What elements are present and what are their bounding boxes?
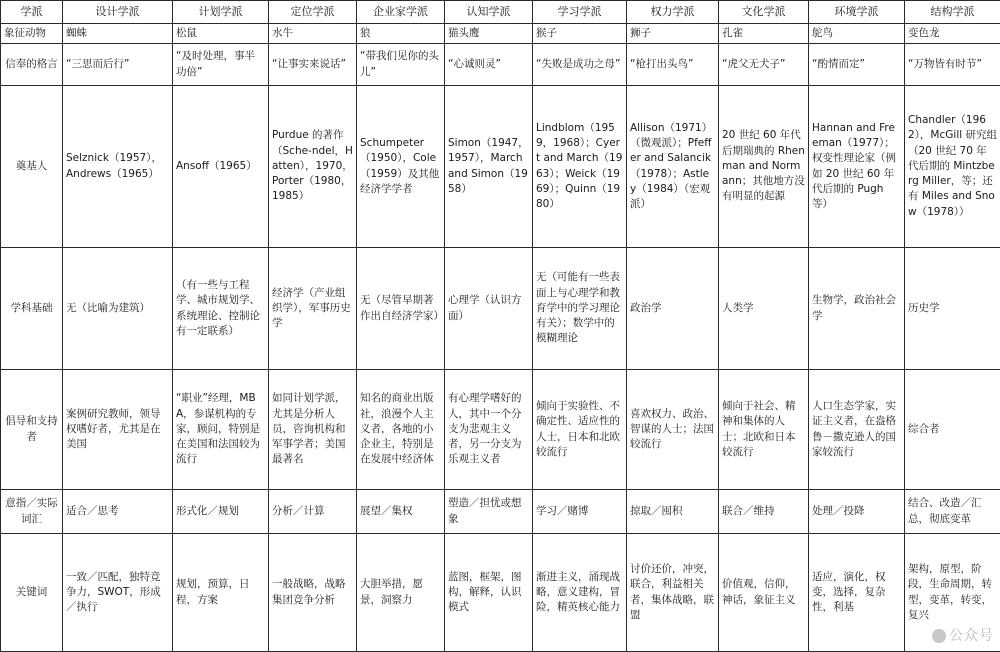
header-cell: 企业家学派 [357,1,445,24]
header-cell: 定位学派 [269,1,357,24]
table-cell: “万物皆有时节” [905,44,1000,86]
table-cell: 一致／匹配，独特竞争力，SWOT，形成／执行 [63,534,173,652]
header-cell: 学派 [1,1,63,24]
table-cell: “心诚则灵” [445,44,533,86]
header-cell: 计划学派 [173,1,269,24]
table-cell: 无（比喻为建筑） [63,248,173,370]
table-cell: Lindblom（1959，1968）；Cyert and March（1963）；Weick（1969）；Quinn（1980） [533,86,627,248]
table-cell: 人口生态学家，实证主义者，在盎格鲁－撒克逊人的国家较流行 [809,370,905,490]
table-cell: 塑造／担忧或想象 [445,490,533,534]
table-cell: “三思而后行” [63,44,173,86]
header-cell: 设计学派 [63,1,173,24]
table-row-discipline [1,248,1000,370]
table-cell: 综合者 [905,370,1000,490]
row-label: 意指／实际词汇 [1,490,63,534]
table-cell: “失败是成功之母” [533,44,627,86]
table-row-animal [1,24,1000,44]
table-cell: 联合／维持 [719,490,809,534]
table-cell: 心理学（认识方面） [445,248,533,370]
table-cell: 倾向于社会、精神和集体的人士；北欧和日本较流行 [719,370,809,490]
table-cell: “职业”经理，MBA，参谋机构的专家，顾问，特别是在美国和法国较为流行 [173,370,269,490]
table-cell: 讨价还价，冲突，联合，利益相关者，集体战略，联盟 [627,534,719,652]
table-cell: 展望／集权 [357,490,445,534]
table-cell: 生物学，政治社会学 [809,248,905,370]
header-cell: 文化学派 [719,1,809,24]
table-cell: 结合、改造／汇总，彻底变革 [905,490,1000,534]
table-cell: 形式化／规划 [173,490,269,534]
table-cell: 水牛 [269,24,357,44]
table-cell: Hannan and Freeman（1977）；权变性理论家（例如 20 世纪 60 年代后期的 Pugh 等） [809,86,905,248]
watermark-text: 公众号 [949,628,994,644]
table-cell: 政治学 [627,248,719,370]
table-row-motto [1,44,1000,86]
table-cell: 无（尽管早期著作出自经济学家） [357,248,445,370]
table-cell: 20 世纪 60 年代后期瑞典的 Rhenman and Normann；其他地方没有明显的起源 [719,86,809,248]
table-row-advocates [1,370,1000,490]
table-row-vocabulary [1,490,1000,534]
header-cell: 学习学派 [533,1,627,24]
table-cell: 猫头鹰 [445,24,533,44]
table-cell: 经济学（产业组织学），军事历史学 [269,248,357,370]
table-cell: Allison（1971）（微观派）；Pfeffer and Salancik（1978）；Astley（1984）（宏观派） [627,86,719,248]
table-cell: “让事实来说话” [269,44,357,86]
table-cell: 价值观，信仰，神话，象征主义 [719,534,809,652]
table-cell: 无（可能有一些表面上与心理学和教育学中的学习理论有关）；数学中的模糊理论 [533,248,627,370]
header-cell: 认知学派 [445,1,533,24]
table-cell: 狮子 [627,24,719,44]
table-cell: 架构，原型，阶段，生命周期，转型，变革，转变，复兴 [905,534,1000,652]
row-label: 奠基人 [1,86,63,248]
table-cell: 倾向于实验性、不确定性、适应性的人士，日本和北欧较流行 [533,370,627,490]
table-cell: Ansoff（1965） [173,86,269,248]
header-row [1,1,1000,24]
header-cell: 环境学派 [809,1,905,24]
row-label: 信奉的格言 [1,44,63,86]
table-cell: 变色龙 [905,24,1000,44]
table-cell: 渐进主义，涌现战略，意义建构，冒险，精英核心能力 [533,534,627,652]
table-row-founders [1,86,1000,248]
table-cell: 松鼠 [173,24,269,44]
table-cell: 处理／投降 [809,490,905,534]
table-cell: 猴子 [533,24,627,44]
row-label: 倡导和支持者 [1,370,63,490]
table-cell: 有心理学嗜好的人，其中一个分支为悲观主义者，另一分支为乐观主义者 [445,370,533,490]
table-cell: 规划，预算，日程，方案 [173,534,269,652]
table-cell: “枪打出头鸟” [627,44,719,86]
table-cell: Chandler（1962），McGill 研究组（20 世纪 70 年代后期的 Mintzberg Miller，等；还有 Miles and Snow（1978）） [905,86,1000,248]
table-cell: “酌情而定” [809,44,905,86]
table-cell: 狼 [357,24,445,44]
header-cell: 结构学派 [905,1,1000,24]
row-label: 学科基础 [1,248,63,370]
table-cell: 孔雀 [719,24,809,44]
table-cell: “及时处理，事半功倍” [173,44,269,86]
table-cell: 人类学 [719,248,809,370]
table-cell: 历史学 [905,248,1000,370]
table-cell: 如同计划学派，尤其是分析人员，咨询机构和军事学者；美国最著名 [269,370,357,490]
row-label: 关键词 [1,534,63,652]
table-cell: 案例研究教师，领导权嗜好者，尤其是在美国 [63,370,173,490]
header-cell: 权力学派 [627,1,719,24]
row-label: 象征动物 [1,24,63,44]
table-cell: Simon（1947，1957），March and Simon（1958） [445,86,533,248]
table-cell: 喜欢权力、政治、智谋的人士；法国较流行 [627,370,719,490]
table-cell: Selznick（1957），Andrews（1965） [63,86,173,248]
table-cell: 鸵鸟 [809,24,905,44]
table-cell: 一般战略，战略集团竞争分析 [269,534,357,652]
table-cell: 适应，演化，权变，选择，复杂性，利基 [809,534,905,652]
table-cell: 适合／思考 [63,490,173,534]
table-cell: 蓝图，框架，图构，解释，认识模式 [445,534,533,652]
table-cell: 分析／计算 [269,490,357,534]
table-cell: 大胆举措，愿景，洞察力 [357,534,445,652]
table-cell: 蜘蛛 [63,24,173,44]
table-cell: Purdue 的著作（Sche-ndel，Hatten），1970，Porter（1980，1985） [269,86,357,248]
table-cell: （有一些与工程学、城市规划学、系统理论、控制论有一定联系） [173,248,269,370]
table-cell: “带我们见你的头儿” [357,44,445,86]
table-cell: 学习／赌博 [533,490,627,534]
table-cell: 掠取／囤积 [627,490,719,534]
table-cell: 知名的商业出版社，浪漫个人主义者，各地的小企业主，特别是在发展中经济体 [357,370,445,490]
table-row-keywords [1,534,1000,652]
table-cell: “虎父无犬子” [719,44,809,86]
table-cell: Schumpeter（1950），Cole（1959）及其他经济学学者 [357,86,445,248]
